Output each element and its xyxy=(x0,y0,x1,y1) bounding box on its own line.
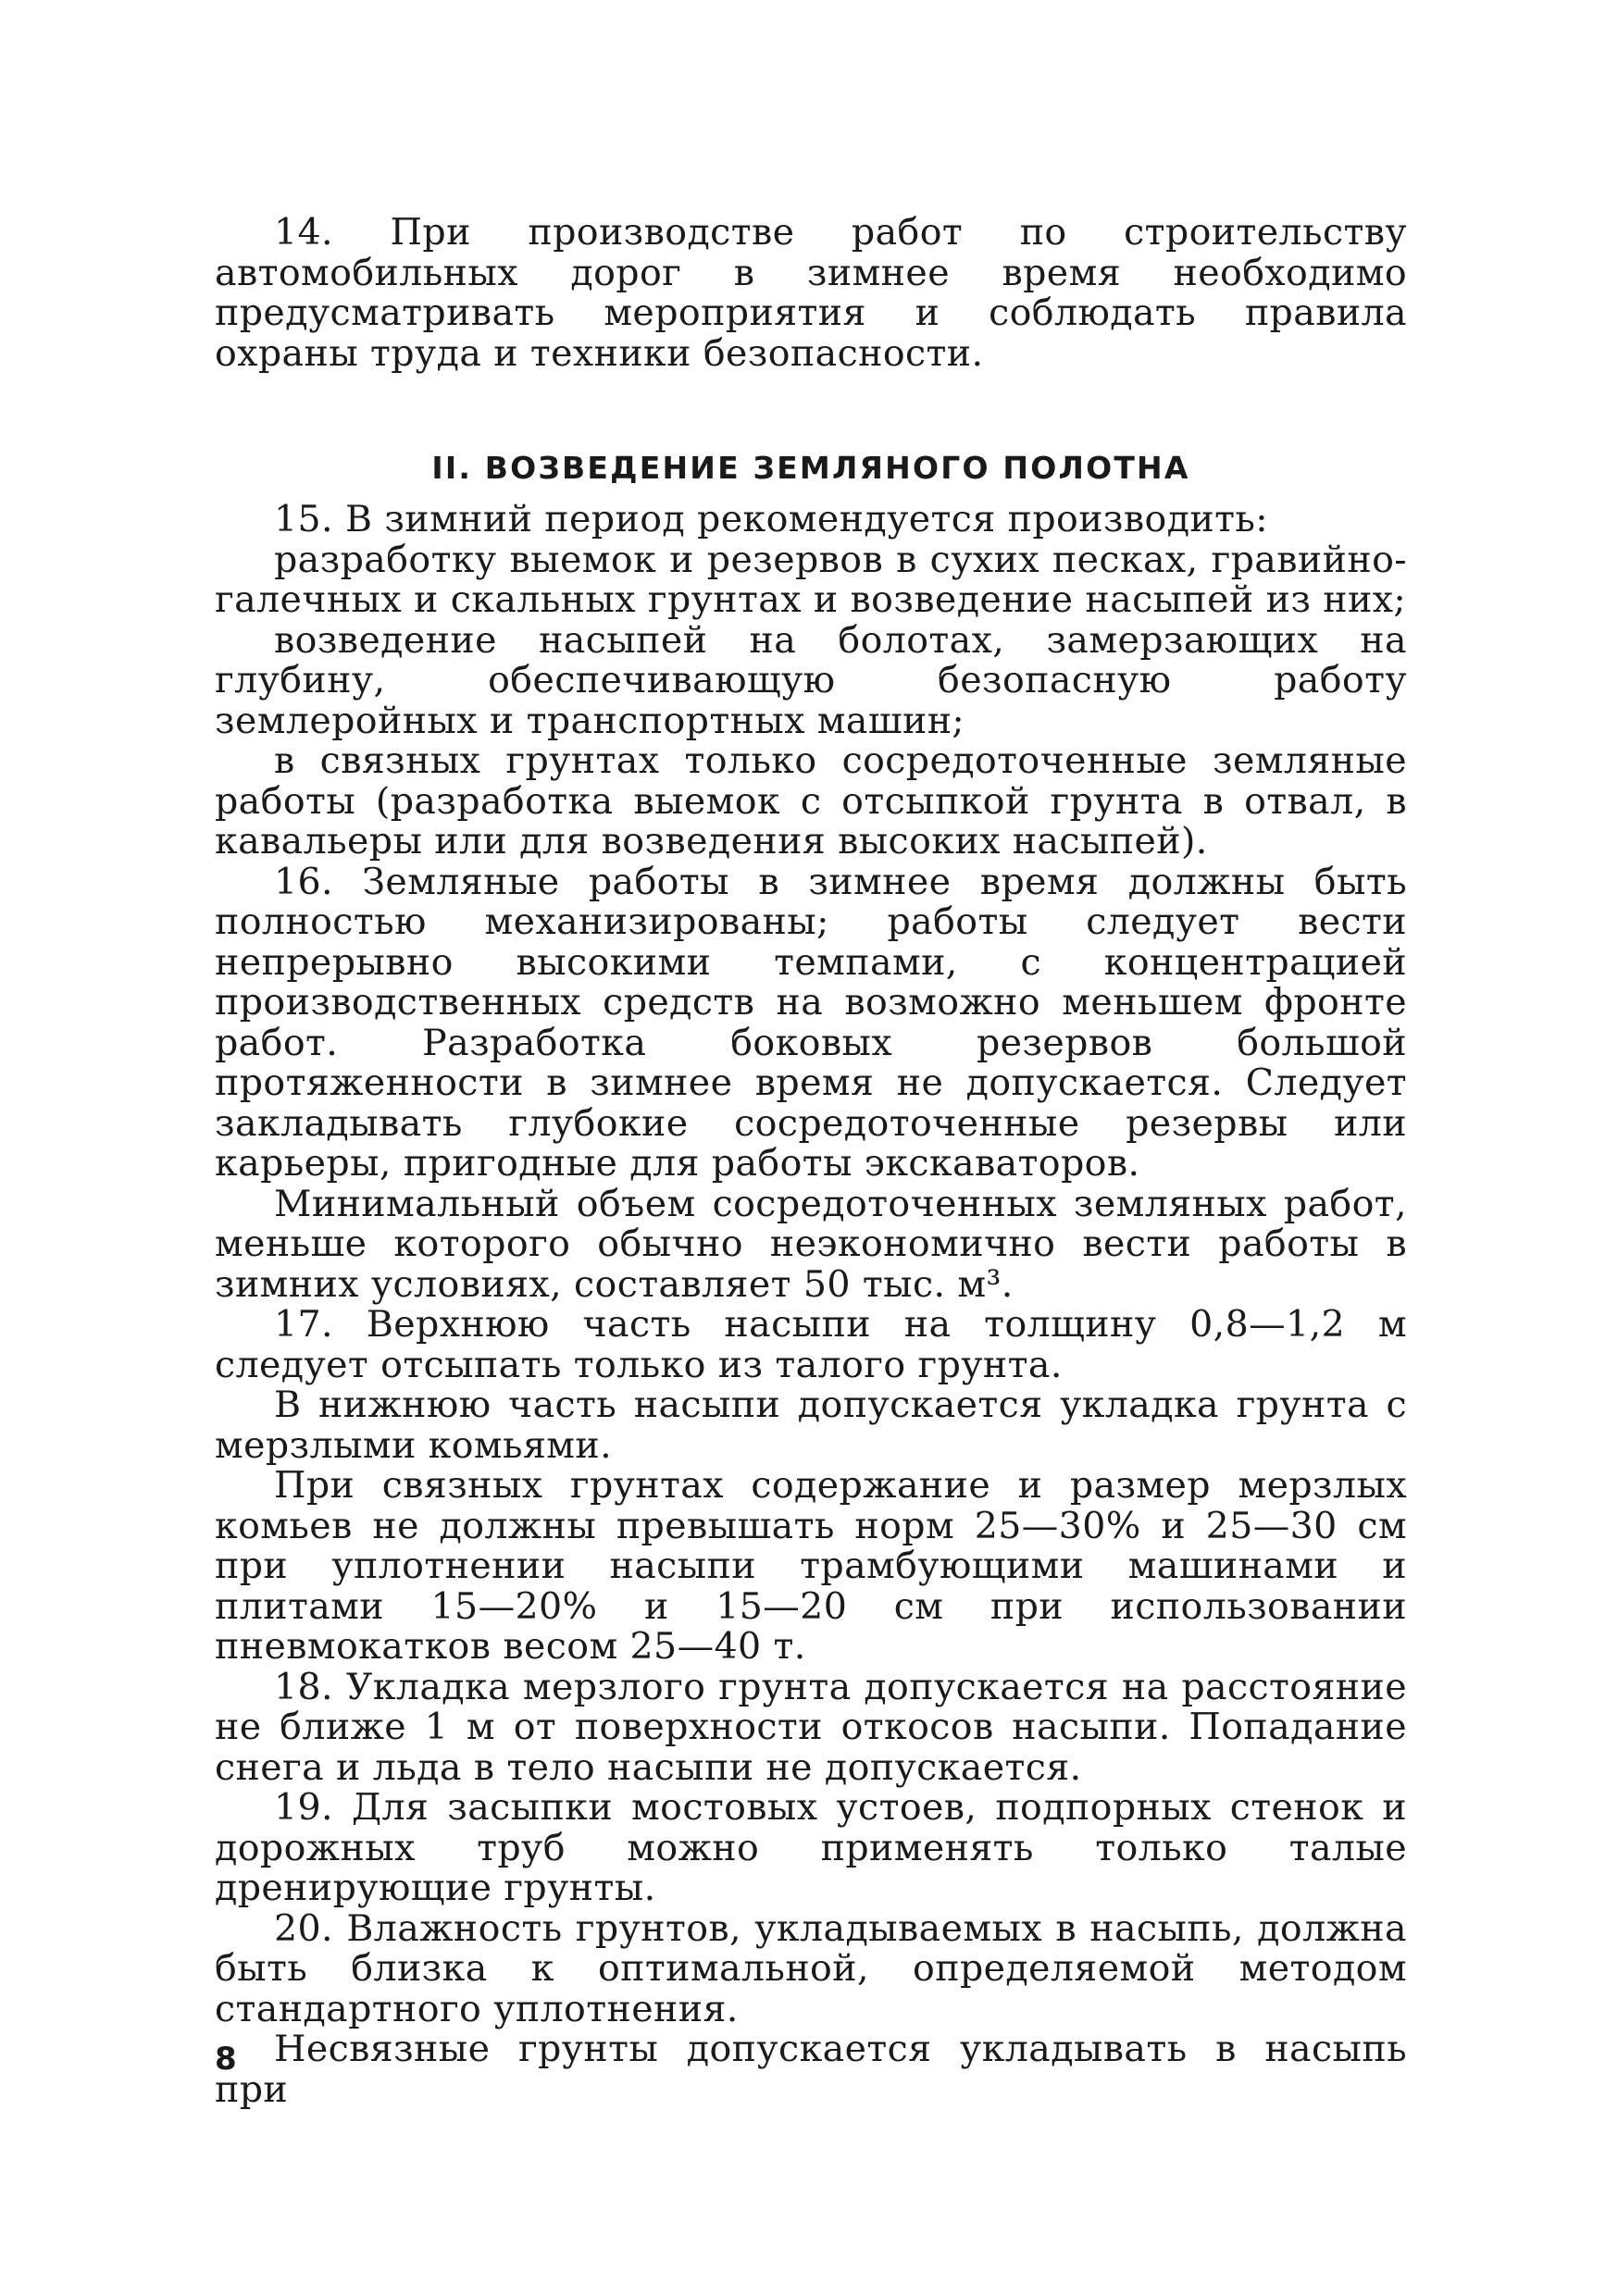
paragraph-17-note-2: При связных грунтах содержание и размер мерзлых комьев не должны превышать норм 25—30% и 25—30 см при уплотнении насыпи трамбующими машинами и плитами 15—20% и 15—20 см при использовании пневмокатков весом 25—40 т. xyxy=(215,1464,1407,1668)
paragraph-19: 19. Для засыпки мостовых устоев, подпорных стенок и дорожных труб можно применять только талые дренирующие грунты. xyxy=(215,1786,1407,1909)
paragraph-20-note: Несвязные грунты допускается укладывать в насыпь при xyxy=(215,2028,1407,2111)
paragraph-20: 20. Влажность грунтов, укладываемых в насыпь, должна быть близка к оптимальной, определяемой методом стандартного уплотнения. xyxy=(215,1906,1407,2030)
paragraph-15-item-1: разработку выемок и резервов в сухих песках, гравийно-галечных и скальных грунтах и возведение насыпей из них; xyxy=(215,538,1407,621)
page-number: 8 xyxy=(215,2041,237,2078)
paragraph-15: 15. В зимний период рекомендуется производить: xyxy=(274,498,1269,540)
paragraph-18: 18. Укладка мерзлого грунта допускается на расстояние не ближе 1 м от поверхности откосов насыпи. Попадание снега и льда в тело насыпи не допускается. xyxy=(215,1665,1407,1789)
paragraph-16: 16. Земляные работы в зимнее время должны быть полностью механизированы; работы следует вести непрерывно высокими темпами, с концентрацией производственных средств на возможно меньшем фронте работ. Разработка боковых резервов большой протяженности в зимнее время не допускается. Следует закладывать глубокие сосредоточенные резервы или карьеры, пригодные для работы экскаваторов. xyxy=(215,860,1407,1185)
paragraph-14: 14. При производстве работ по строительству автомобильных дорог в зимнее время необходимо предусматривать мероприятия и соблюдать правила охраны труда и техники безопасности. xyxy=(215,211,1407,375)
paragraph-15-item-2: возведение насыпей на болотах, замерзающих на глубину, обеспечивающую безопасную работу землеройных и транспортных машин; xyxy=(215,618,1407,742)
section-heading: II. ВОЗВЕДЕНИЕ ЗЕМЛЯНОГО ПОЛОТНА xyxy=(431,450,1190,486)
paragraph-17-note-1: В нижнюю часть насыпи допускается укладка грунта с мерзлыми комьями. xyxy=(215,1384,1407,1467)
paragraph-16-note: Минимальный объем сосредоточенных земляных работ, меньше которого обычно неэкономично вести работы в зимних условиях, составляет 50 тыс. м³. xyxy=(215,1182,1407,1306)
paragraph-17: 17. Верхнюю часть насыпи на толщину 0,8—1,2 м следует отсыпать только из талого грунта. xyxy=(215,1303,1407,1386)
paragraph-15-item-3: в связных грунтах только сосредоточенные земляные работы (разработка выемок с отсыпкой грунта в отвал, в кавальеры или для возведения высоких насыпей). xyxy=(215,739,1407,863)
document-page xyxy=(215,213,1407,2110)
